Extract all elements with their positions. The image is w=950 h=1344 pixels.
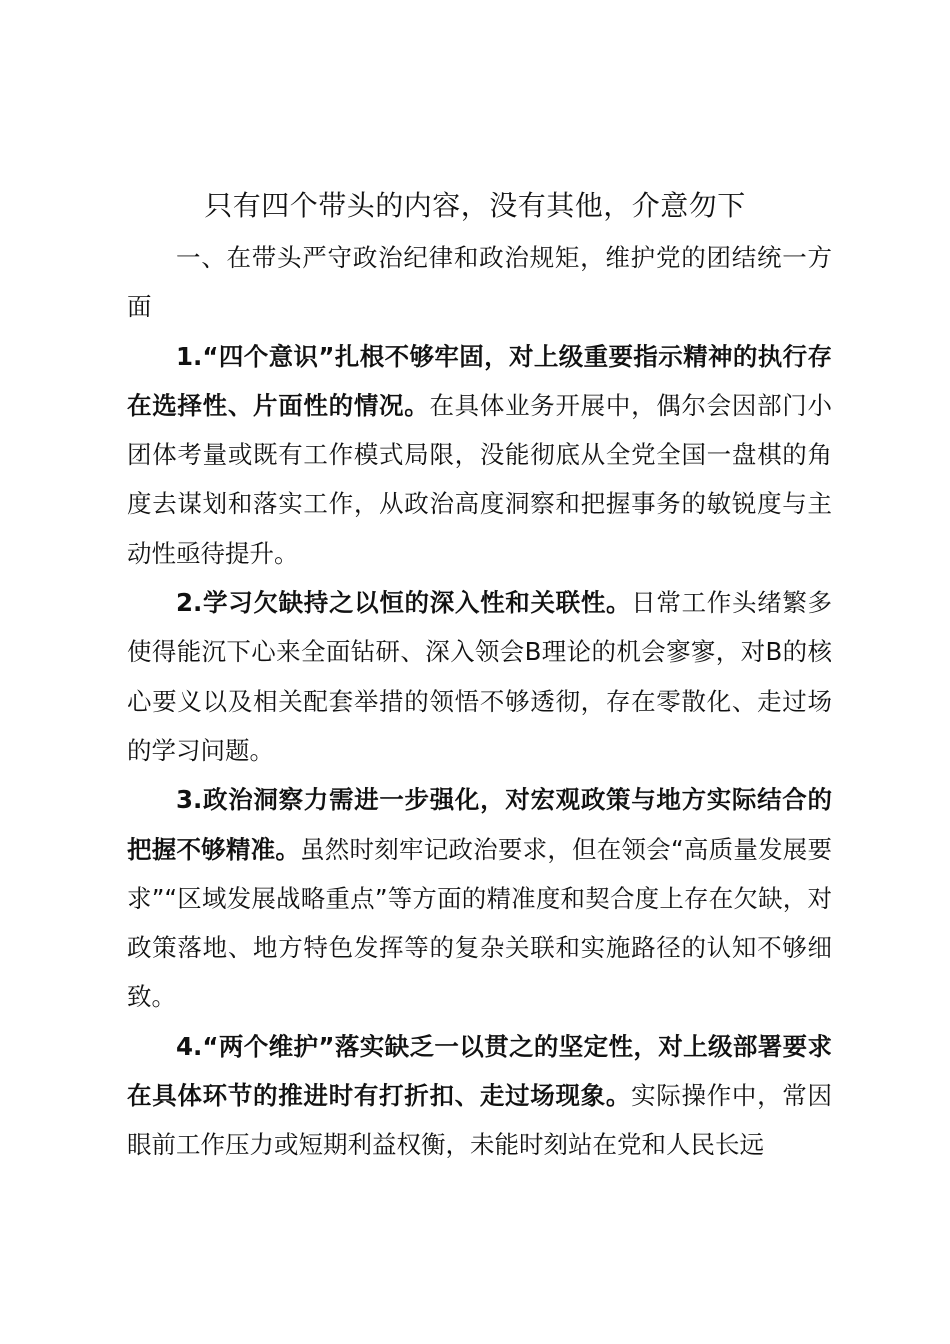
paragraph-text-4: 实际操作中，常因眼前工作压力或短期利益权衡，未能时刻站在党和人民长远	[127, 1081, 833, 1160]
paragraph-lead-3: 3.政治洞察力需进一步强化，对宏观政策与地方实际结合的把握不够精准。	[127, 785, 832, 864]
paragraph-item-4	[127, 1022, 832, 1170]
paragraph-lead-2: 2.学习欠缺持之以恒的深入性和关联性。	[176, 588, 632, 618]
paragraph-lead-1: 1.“四个意识”扎根不够牢固，对上级重要指示精神的执行存在选择性、片面性的情况。	[127, 341, 832, 420]
paragraph-lead-4: 4.“两个维护”落实缺乏一以贯之的坚定性，对上级部署要求在具体环节的推进时有打折扣、走过场现象。	[127, 1031, 832, 1111]
paragraph-item-3	[127, 775, 832, 1021]
paragraph-item-2	[127, 578, 832, 775]
paragraph-text-3: 虽然时刻牢记政治要求，但在领会“高质量发展要求”“区域发展战略重点”等方面的精准度和契合度上存在欠缺，对政策落地、地方特色发挥等的复杂关联和实施路径的认知不够细致。	[127, 834, 832, 1012]
document-body	[127, 233, 832, 1170]
section-heading: 一、在带头严守政治纪律和政治规矩，维护党的团结统一方面	[127, 243, 832, 322]
paragraph-item-1	[127, 332, 832, 578]
document-title: 只有四个带头的内容，没有其他，介意勿下	[204, 189, 746, 222]
paragraph-text-2: 日常工作头绪繁多使得能沉下心来全面钻研、深入领会B理论的机会寥寥，对B的核心要义以及相关配套举措的领悟不够透彻，存在零散化、走过场的学习问题。	[127, 588, 833, 765]
paragraph-text-1: 在具体业务开展中，偶尔会因部门小团体考量或既有工作模式局限，没能彻底从全党全国一盘棋的角度去谋划和落实工作，从政治高度洞察和把握事务的敏锐度与主动性亟待提升。	[127, 390, 833, 568]
